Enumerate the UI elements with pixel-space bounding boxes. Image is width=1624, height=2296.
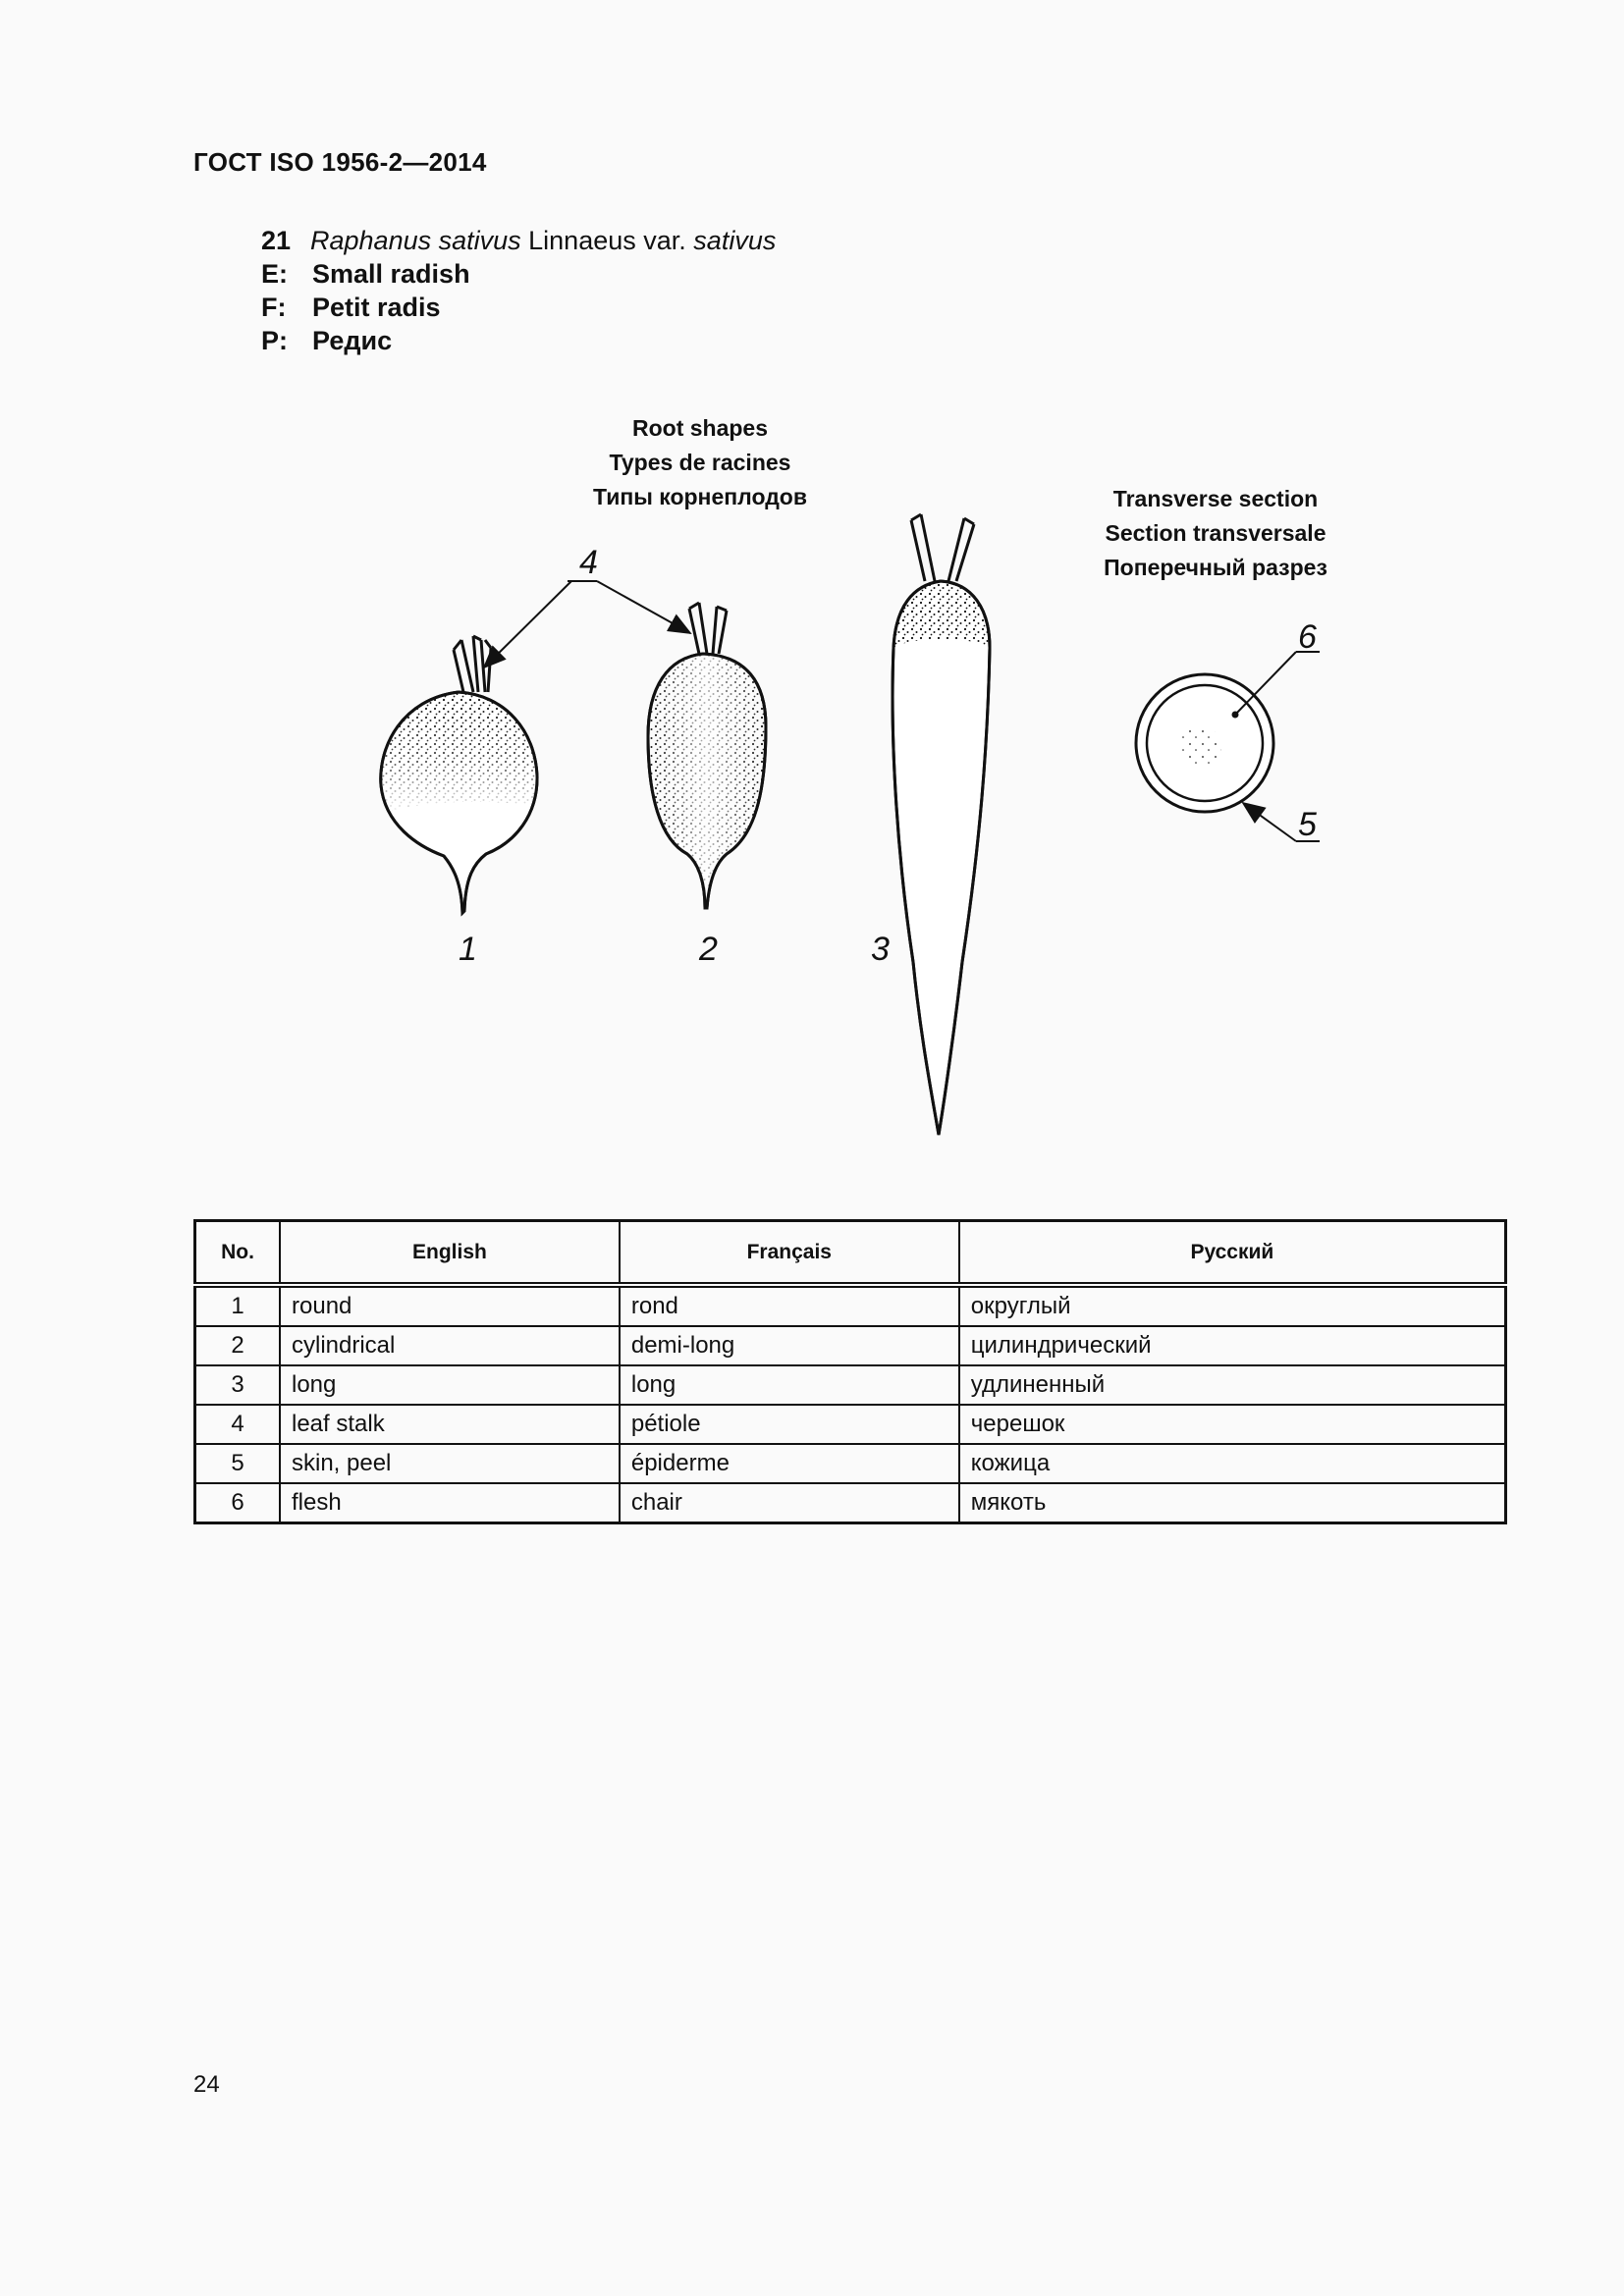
table-header-row bbox=[195, 1221, 1506, 1286]
cell-number: 2 bbox=[195, 1326, 281, 1365]
cell-english: skin, peel bbox=[280, 1444, 620, 1483]
name-value: Редис bbox=[312, 326, 393, 355]
long-radish-drawing bbox=[893, 514, 990, 1135]
name-key: F: bbox=[261, 293, 287, 322]
document-code: ГОСТ ISO 1956-2—2014 bbox=[193, 147, 487, 177]
header-number: No. bbox=[195, 1221, 281, 1286]
cylindrical-radish-drawing bbox=[648, 603, 766, 908]
cell-english: long bbox=[280, 1365, 620, 1405]
cell-russian: кожица bbox=[959, 1444, 1506, 1483]
header-french: Français bbox=[620, 1221, 959, 1286]
scientific-genus-species: Raphanus sativus bbox=[310, 226, 521, 255]
cell-english: round bbox=[280, 1285, 620, 1326]
label-cylindrical: 2 bbox=[699, 931, 718, 968]
name-key: E: bbox=[261, 259, 288, 289]
cell-english: cylindrical bbox=[280, 1326, 620, 1365]
caption-french: Types de racines bbox=[609, 450, 791, 475]
cell-russian: удлиненный bbox=[959, 1365, 1506, 1405]
table-row bbox=[195, 1405, 1506, 1444]
cell-number: 3 bbox=[195, 1365, 281, 1405]
label-flesh: 6 bbox=[1298, 618, 1317, 656]
cell-number: 4 bbox=[195, 1405, 281, 1444]
table-row bbox=[195, 1483, 1506, 1523]
cell-english: leaf stalk bbox=[280, 1405, 620, 1444]
label-skin: 5 bbox=[1298, 806, 1317, 843]
cell-french: demi-long bbox=[620, 1326, 959, 1365]
cell-russian: черешок bbox=[959, 1405, 1506, 1444]
name-value: Petit radis bbox=[312, 293, 441, 322]
cell-number: 6 bbox=[195, 1483, 281, 1523]
caption-russian: Поперечный разрез bbox=[1104, 555, 1327, 580]
cell-number: 1 bbox=[195, 1285, 281, 1326]
table-row bbox=[195, 1326, 1506, 1365]
header-russian: Русский bbox=[959, 1221, 1506, 1286]
table-row bbox=[195, 1365, 1506, 1405]
caption-english: Transverse section bbox=[1112, 486, 1319, 511]
page-number: 24 bbox=[193, 2071, 220, 2098]
table-row bbox=[195, 1285, 1506, 1326]
caption-russian: Типы корнеплодов bbox=[593, 484, 807, 509]
terms-table bbox=[193, 1219, 1507, 1524]
cell-french: rond bbox=[620, 1285, 959, 1326]
cell-russian: округлый bbox=[959, 1285, 1506, 1326]
cell-french: chair bbox=[620, 1483, 959, 1523]
scientific-author: Linnaeus var. bbox=[528, 226, 686, 255]
cell-russian: цилиндрический bbox=[959, 1326, 1506, 1365]
label-leaf-stalk: 4 bbox=[579, 544, 598, 581]
cell-number: 5 bbox=[195, 1444, 281, 1483]
round-radish-drawing bbox=[381, 636, 537, 913]
label-long: 3 bbox=[871, 931, 890, 968]
cell-english: flesh bbox=[280, 1483, 620, 1523]
cell-russian: мякоть bbox=[959, 1483, 1506, 1523]
header-english: English bbox=[280, 1221, 620, 1286]
name-key: P: bbox=[261, 326, 288, 355]
entry-number: 21 bbox=[261, 226, 292, 255]
label-round: 1 bbox=[459, 931, 477, 968]
caption-french: Section transversale bbox=[1105, 520, 1326, 546]
name-value: Small radish bbox=[312, 259, 470, 289]
scientific-variety: sativus bbox=[693, 226, 777, 255]
table-row bbox=[195, 1444, 1506, 1483]
cell-french: long bbox=[620, 1365, 959, 1405]
cell-french: pétiole bbox=[620, 1405, 959, 1444]
caption-english: Root shapes bbox=[631, 415, 769, 441]
cell-french: épiderme bbox=[620, 1444, 959, 1483]
